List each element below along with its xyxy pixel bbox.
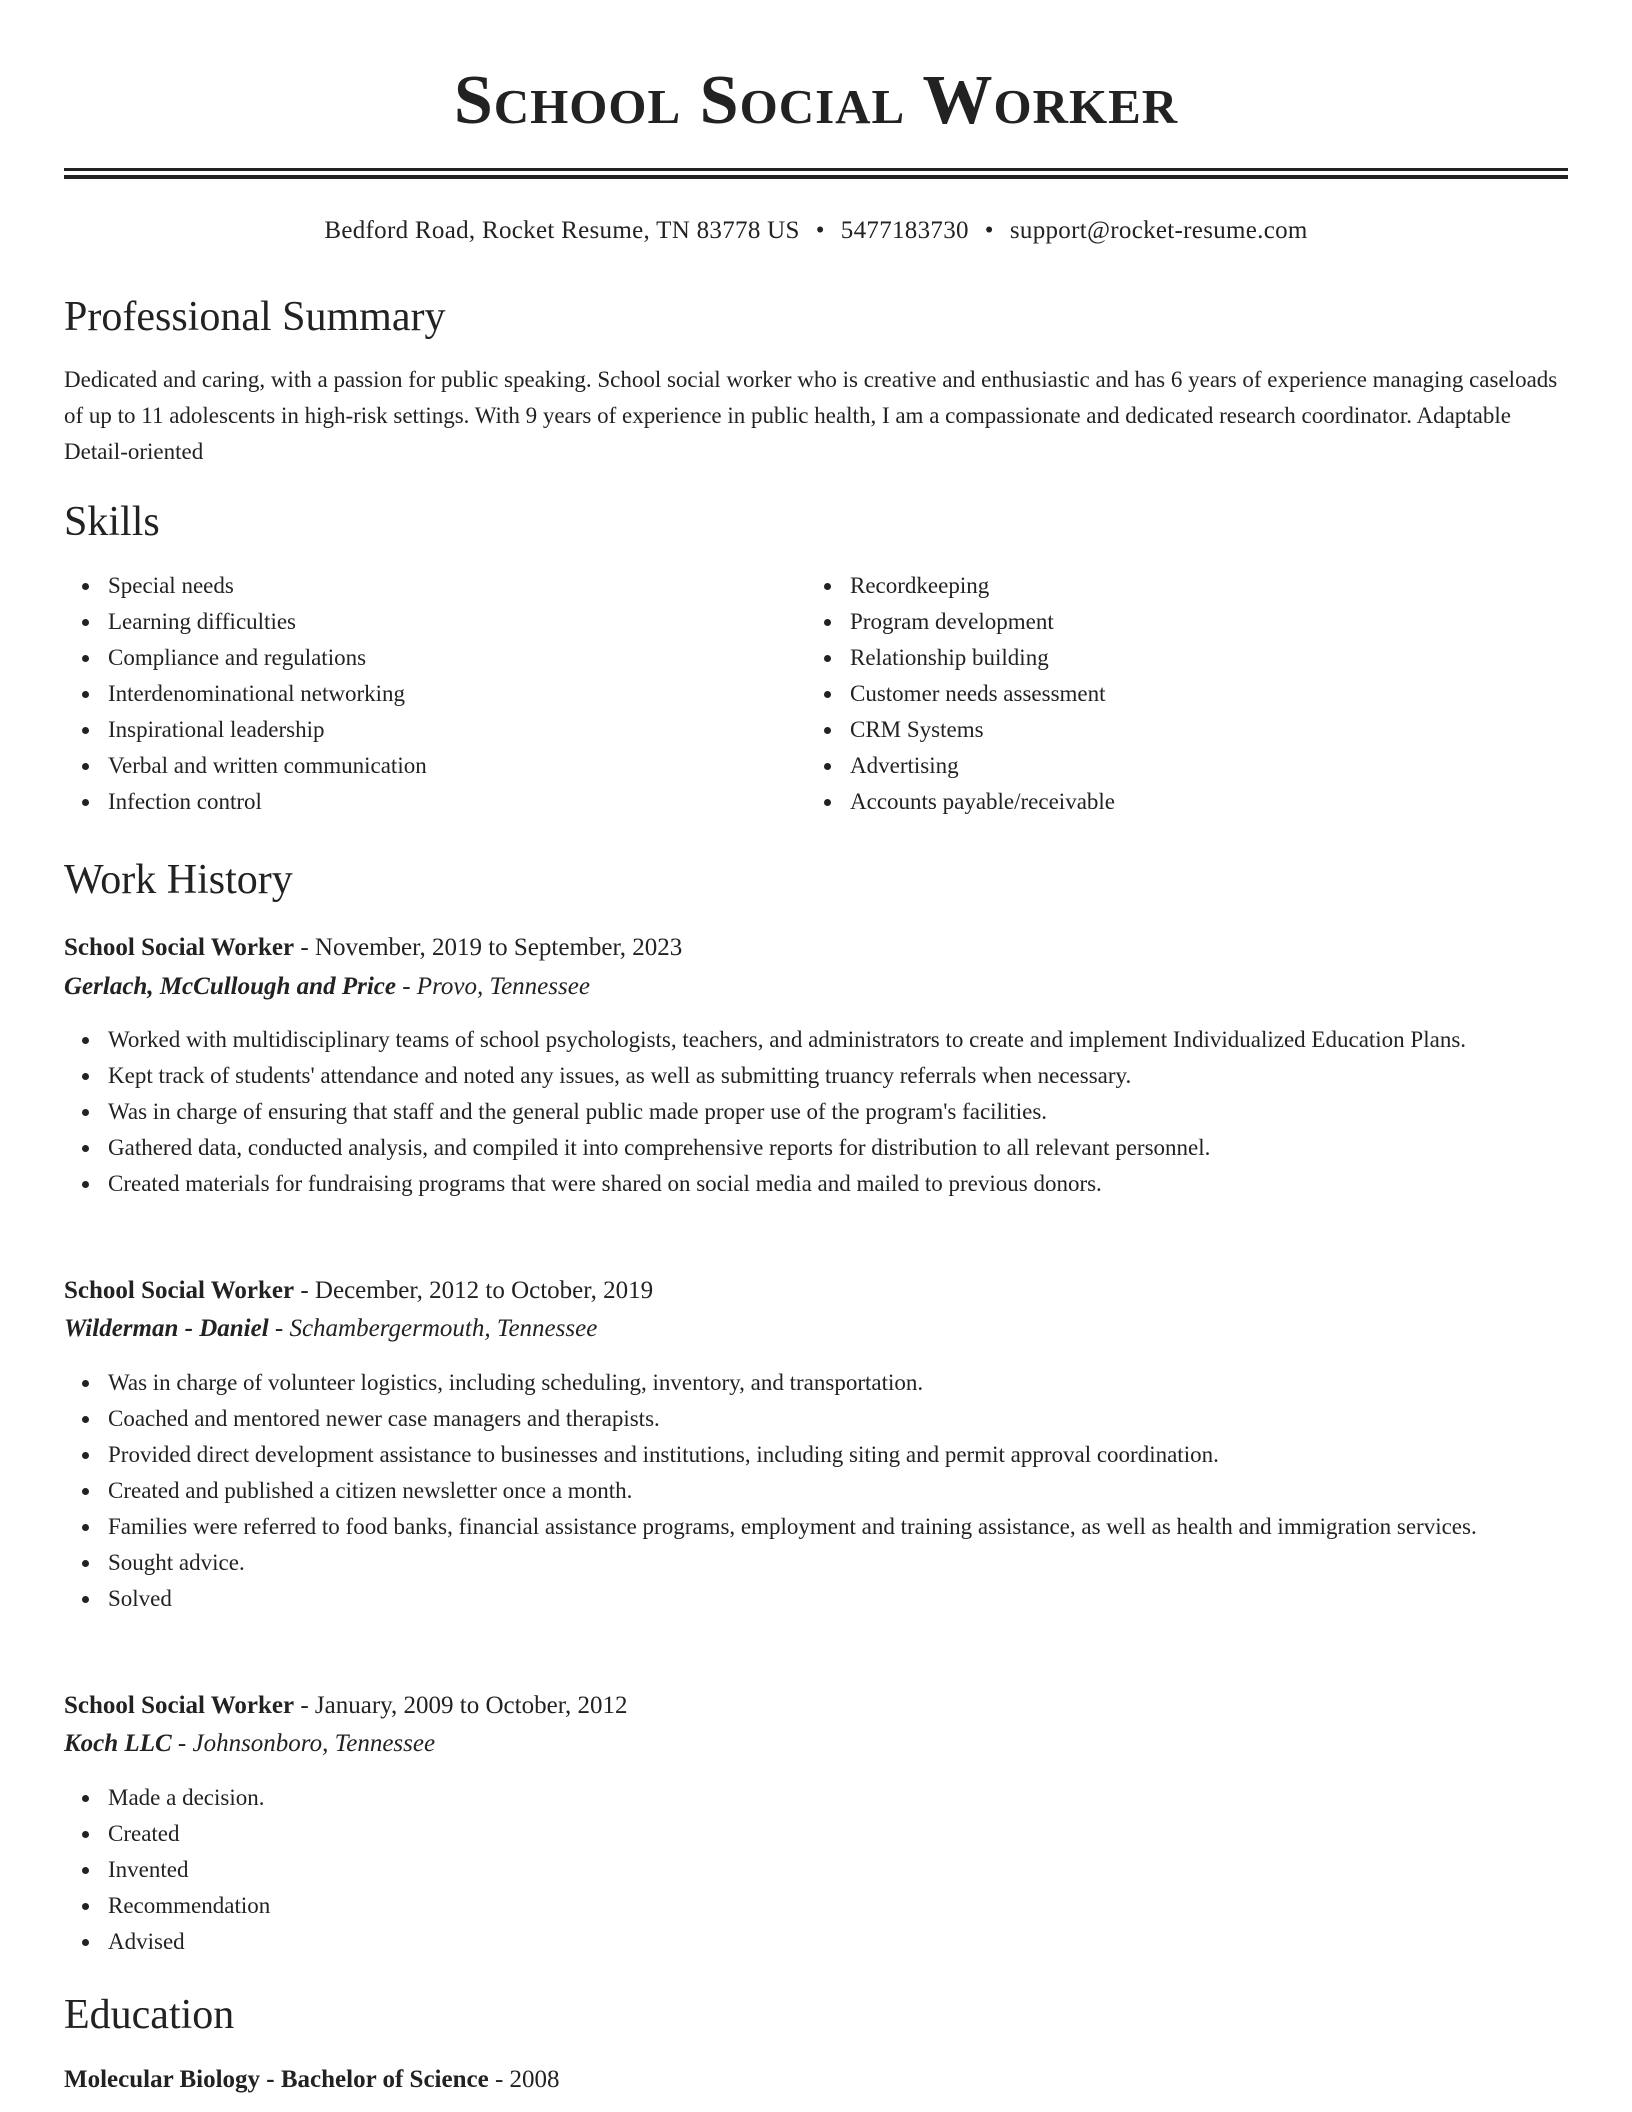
work-history-heading: Work History: [64, 857, 293, 903]
job-bullet: Worked with multidisciplinary teams of school psychologists, teachers, and administrators to create and implement Individualized Education Plans.: [64, 1022, 1568, 1058]
title-divider-bottom: [64, 175, 1568, 179]
job-location: - Schambergermouth, Tennessee: [268, 1315, 598, 1342]
job-bullet: Advised: [64, 1924, 1568, 1960]
title-divider-top: [64, 168, 1568, 171]
skill-item: Accounts payable/receivable: [806, 784, 1506, 820]
job-dates: - November, 2019 to September, 2023: [294, 934, 683, 961]
education-heading: Education: [64, 1992, 235, 2038]
skill-item: Advertising: [806, 748, 1506, 784]
skill-item: CRM Systems: [806, 712, 1506, 748]
education-degree: Molecular Biology - Bachelor of Science: [64, 2066, 489, 2093]
job-dates: - January, 2009 to October, 2012: [294, 1692, 628, 1719]
job-title: School Social Worker: [64, 1277, 295, 1304]
skills-heading: Skills: [64, 499, 160, 545]
skills-list-left: [64, 568, 764, 820]
contact-email: support@rocket-resume.com: [1009, 217, 1308, 244]
job-title-line: [64, 1688, 628, 1724]
job-bullet: Solved: [64, 1581, 1568, 1617]
job-bullets: [64, 1365, 1568, 1617]
job-bullet: Families were referred to food banks, financial assistance programs, employment and training assistance, as well as health and immigration services.: [64, 1509, 1568, 1545]
skill-item: Infection control: [64, 784, 764, 820]
skill-item: Verbal and written communication: [64, 748, 764, 784]
skill-item: Inspirational leadership: [64, 712, 764, 748]
education-year: - 2008: [488, 2066, 560, 2093]
job-bullet: Created and published a citizen newsletter once a month.: [64, 1473, 1568, 1509]
skill-item: Program development: [806, 604, 1506, 640]
job-bullet: Made a decision.: [64, 1780, 1568, 1816]
job-bullet: Was in charge of volunteer logistics, including scheduling, inventory, and transportation.: [64, 1365, 1568, 1401]
education-line: [64, 2062, 560, 2098]
job-company-line: [64, 969, 590, 1005]
skill-item: Customer needs assessment: [806, 676, 1506, 712]
contact-line: [64, 216, 1568, 246]
job-bullet: Sought advice.: [64, 1545, 1568, 1581]
contact-address: Bedford Road, Rocket Resume, TN 83778 US: [324, 217, 800, 244]
job-bullet: Coached and mentored newer case managers and therapists.: [64, 1401, 1568, 1437]
job-company-line: [64, 1311, 597, 1347]
job-bullet: Created materials for fundraising programs that were shared on social media and mailed to previous donors.: [64, 1166, 1568, 1202]
skill-item: Compliance and regulations: [64, 640, 764, 676]
job-company: Koch LLC: [64, 1730, 172, 1757]
job-bullet: Was in charge of ensuring that staff and the general public made proper use of the program's facilities.: [64, 1094, 1568, 1130]
resume-title: School Social Worker: [453, 62, 1179, 139]
skill-item: Learning difficulties: [64, 604, 764, 640]
job-company: Wilderman - Daniel: [64, 1315, 269, 1342]
summary-text: Dedicated and caring, with a passion for public speaking. School social worker who is creative and enthusiastic and has 6 years of experience managing caseloads of up to 11 adolescents in high-risk settings. With 9 years of experience in public health, I am a compassionate and dedicated research coordinator. Adaptable Detail-oriented: [64, 367, 1558, 464]
skill-item: Recordkeeping: [806, 568, 1506, 604]
skill-item: Interdenominational networking: [64, 676, 764, 712]
summary-heading: Professional Summary: [64, 294, 446, 340]
job-bullets: [64, 1780, 1568, 1960]
job-bullet: Invented: [64, 1852, 1568, 1888]
job-bullet: Provided direct development assistance to businesses and institutions, including siting and permit approval coordination.: [64, 1437, 1568, 1473]
job-bullet: Recommendation: [64, 1888, 1568, 1924]
job-bullet: Kept track of students' attendance and noted any issues, as well as submitting truancy referrals when necessary.: [64, 1058, 1568, 1094]
job-title: School Social Worker: [64, 1692, 295, 1719]
job-title-line: [64, 1273, 653, 1309]
skill-item: Special needs: [64, 568, 764, 604]
job-location: - Provo, Tennessee: [395, 973, 590, 1000]
job-bullets: [64, 1022, 1568, 1202]
contact-phone: 5477183730: [840, 217, 969, 244]
job-bullet: Created: [64, 1816, 1568, 1852]
job-company: Gerlach, McCullough and Price: [64, 973, 396, 1000]
contact-separator: •: [815, 217, 825, 244]
job-title: School Social Worker: [64, 934, 295, 961]
job-bullet: Gathered data, conducted analysis, and compiled it into comprehensive reports for distribution to all relevant personnel.: [64, 1130, 1568, 1166]
skills-list-right: [806, 568, 1506, 820]
resume-page: [64, 0, 1568, 2093]
job-dates: - December, 2012 to October, 2019: [294, 1277, 654, 1304]
job-company-line: [64, 1726, 435, 1762]
job-location: - Johnsonboro, Tennessee: [171, 1730, 436, 1757]
skill-item: Relationship building: [806, 640, 1506, 676]
contact-separator: •: [984, 217, 994, 244]
job-title-line: [64, 930, 682, 966]
